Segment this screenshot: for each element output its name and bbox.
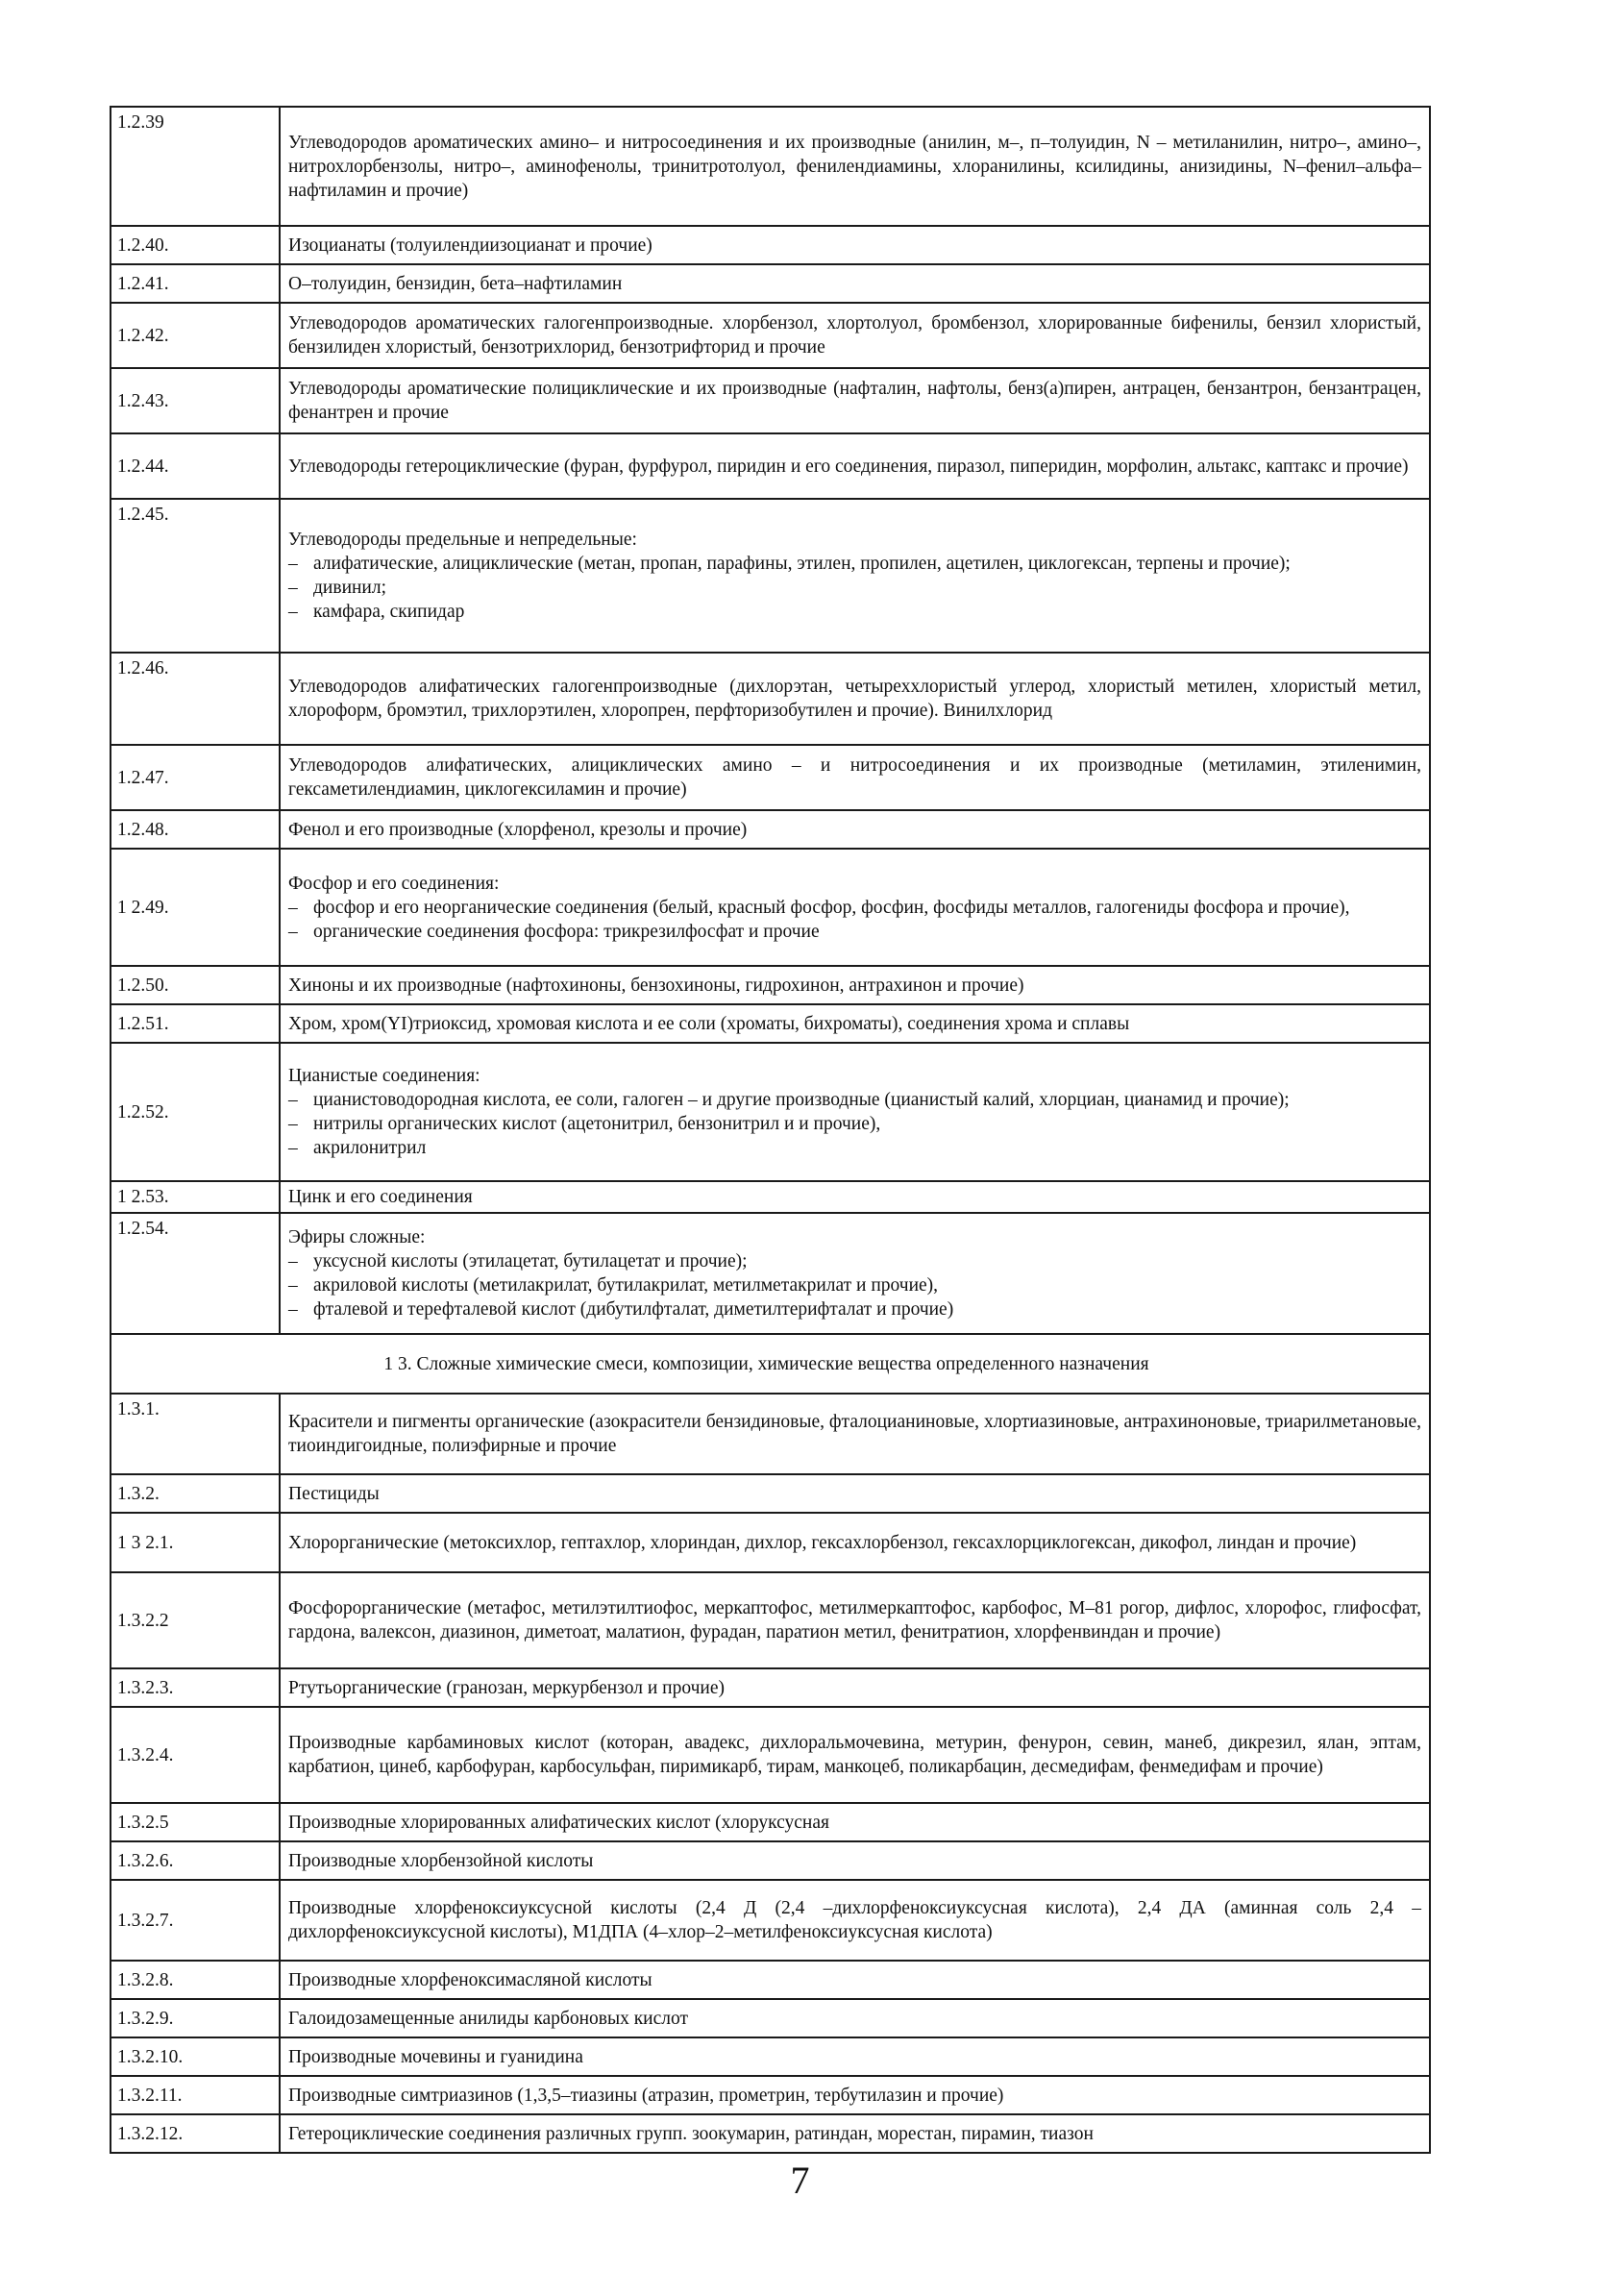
item-description [280, 966, 1430, 1004]
table-row [111, 1803, 1430, 1841]
item-text: Изоцианаты (толуилендиизоцианат и прочие) [288, 235, 652, 256]
table-row [111, 653, 1430, 745]
subitem [288, 920, 1421, 944]
dash-marker: – [288, 1299, 298, 1320]
dash-marker: – [288, 602, 298, 622]
item-description [280, 1668, 1430, 1707]
dash-marker: – [288, 897, 298, 918]
item-code: 1.2.51. [111, 1004, 280, 1043]
item-code: 1.2.50. [111, 966, 280, 1004]
subitem-text: камфара, скипидар [313, 602, 465, 622]
subitem [288, 1297, 1421, 1321]
table-row [111, 1999, 1430, 2037]
table-row [111, 107, 1430, 226]
item-description [280, 653, 1430, 745]
item-code: 1.2.44. [111, 433, 280, 499]
item-description [280, 1707, 1430, 1803]
item-description [280, 1181, 1430, 1213]
item-description [280, 2114, 1430, 2153]
item-code: 1.3.2.2 [111, 1572, 280, 1668]
item-text: Производные карбаминовых кислот (котоpан, авадекс, дихлоральмочевина, метурин, фенурон, севин, манеб, дикрезил, ялан, эптам, карбатион, цинеб, карбофуран, карбосульфан, пиримикарб, тирам, манкоцеб, поликарбацин, десмедифам, фенмедифам и прочие) [288, 1733, 1421, 1777]
item-text: Углеводороды гетероциклические (фуран, фурфурол, пиридин и его соединения, пиразол, пиперидин, морфолин, альтакс, каптакс и прочие) [288, 456, 1409, 477]
page-number: 7 [790, 2159, 810, 2202]
table-row [111, 1474, 1430, 1513]
item-description [280, 264, 1430, 303]
item-code: 1.2.48. [111, 810, 280, 849]
substances-table [110, 106, 1431, 2154]
table-row [111, 1668, 1430, 1707]
item-subitems [288, 552, 1421, 624]
item-code: 1.2.42. [111, 303, 280, 368]
item-code: 1 3 2.1. [111, 1513, 280, 1572]
item-text: Фосфор и его соединения: [288, 873, 500, 894]
item-text: Пестициды [288, 1483, 380, 1504]
table-row [111, 226, 1430, 264]
item-description [280, 226, 1430, 264]
dash-marker: – [288, 921, 298, 942]
item-code: 1.2.39 [111, 107, 280, 226]
item-code: 1.3.2.7. [111, 1880, 280, 1961]
item-description [280, 1394, 1430, 1474]
item-description [280, 1572, 1430, 1668]
section-row [111, 1334, 1430, 1394]
table-row [111, 1841, 1430, 1880]
dash-marker: – [288, 1090, 298, 1110]
item-text: Углеводородов алифатических, алициклических амино – и нитросоединения и их производные (метиламин, этиленимин, гексаметилендиамин, циклогексиламин и прочие) [288, 755, 1421, 800]
item-code: 1.3.2.8. [111, 1961, 280, 1999]
subitem-text: акрилонитрил [313, 1138, 427, 1158]
item-code: 1.3.2.9. [111, 1999, 280, 2037]
item-code: 1 2.53. [111, 1181, 280, 1213]
item-code: 1.2.54. [111, 1213, 280, 1334]
item-text: Углеводороды ароматические полициклические и их производные (нафталин, нафтолы, бенз(а)пирен, антрацен, бензантрон, бензантрацен, фенантрен и прочие [288, 379, 1421, 423]
item-text: Хиноны и их производные (нафтохиноны, бензохиноны, гидрохинон, антрахинон и прочие) [288, 975, 1024, 996]
dash-marker: – [288, 1251, 298, 1271]
table-row [111, 1880, 1430, 1961]
subitem-text: уксусной кислоты (этилацетат, бутилацетат и прочие); [313, 1251, 748, 1271]
table-row [111, 1394, 1430, 1474]
dash-marker: – [288, 554, 298, 574]
section-title: 1 3. Сложные химические смеси, композиции, химические вещества определенного назначения [111, 1334, 1430, 1394]
table-row [111, 810, 1430, 849]
item-subitems [288, 1088, 1421, 1160]
item-text: Производные хлорфеноксиуксусной кислоты (2,4 Д (2,4 –дихлорфеноксиуксусная кислота), 2,4 ДА (аминная соль 2,4 –дихлорфеноксиуксусной кислоты), М1ДПА (4–хлор–2–метилфеноксиуксусная кислота) [288, 1898, 1421, 1942]
item-text: Хром, хром(YI)триоксид, хромовая кислота и ее соли (хроматы, бихроматы), соединения хрома и сплавы [288, 1013, 1130, 1034]
table-row [111, 264, 1430, 303]
table-row [111, 303, 1430, 368]
item-description [280, 2037, 1430, 2076]
table-row [111, 1213, 1430, 1334]
item-code: 1.2.45. [111, 499, 280, 653]
subitem-text: нитрилы органических кислот (ацетонитрил, бензонитрил и и прочие), [313, 1114, 881, 1134]
item-text: Хлорорганические (метоксихлор, гептахлор, хлориндан, дихлор, гексахлорбензол, гексахлорциклогексан, дикофол, линдан и прочие) [288, 1532, 1357, 1553]
table-row [111, 2076, 1430, 2114]
subitem-text: цианистоводородная кислота, ее соли, галоген – и другие производные (цианистый калий, хлорциан, цианамид и прочие); [313, 1090, 1290, 1110]
dash-marker: – [288, 578, 298, 598]
table-row [111, 1513, 1430, 1572]
table-row [111, 849, 1430, 966]
item-code: 1.3.2.10. [111, 2037, 280, 2076]
item-description [280, 433, 1430, 499]
item-description [280, 107, 1430, 226]
item-description [280, 745, 1430, 810]
item-description [280, 810, 1430, 849]
item-text: Углеводородов алифатических галогенпроизводные (дихлорэтан, четыреххлористый углерод, хлористый метилен, хлористый метил, хлороформ, бромэтил, трихлорэтилен, хлоропрен, перфторизобутилен и прочие). Винилхлорид [288, 677, 1421, 721]
subitem [288, 1249, 1421, 1273]
subitem [288, 1112, 1421, 1136]
item-description [280, 1841, 1430, 1880]
item-text: Красители и пигменты органические (азокрасители бензидиновые, фталоцианиновые, хлортиазиновые, антрахиноновые, триарилметановые, тиоиндигоидные, полиэфирные и прочие [288, 1412, 1421, 1456]
item-text: Гетероциклические соединения различных групп. зоокумарин, ратиндан, морестан, пирамин, тиазон [288, 2123, 1094, 2144]
subitem-text: органические соединения фосфора: трикрезилфосфат и прочие [313, 921, 820, 942]
item-code: 1.2.43. [111, 368, 280, 433]
table-row [111, 499, 1430, 653]
table-row [111, 368, 1430, 433]
item-text: Фосфорорганические (метафос, метилэтилтиофос, меркаптофос, метилмеркаптофос, карбофос, М–81 рогор, дифлос, хлорофос, глифосфат, гардона, валексон, диазинон, диметоат, малатион, фурадан, паратион метил, фенитратион, хлорфенвиндан и прочие) [288, 1598, 1421, 1642]
table-row [111, 1181, 1430, 1213]
item-description [280, 1213, 1430, 1334]
item-text: Углеводородов ароматических галогенпроизводные. хлорбензол, хлортолуол, бромбензол, хлорированные бифенилы, бензил хлористый, бензилиден хлористый, бензотрихлорид, бензотрифторид и прочие [288, 313, 1421, 358]
item-code: 1.3.2.6. [111, 1841, 280, 1880]
item-text: Производные хлорфеноксимасляной кислоты [288, 1969, 652, 1990]
table-row [111, 966, 1430, 1004]
item-text: Ртутьорганические (гранозан, меркурбензол и прочие) [288, 1677, 725, 1698]
item-subitems [288, 1249, 1421, 1321]
item-description [280, 1961, 1430, 1999]
subitem-text: акриловой кислоты (метилакрилат, бутилакрилат, метилметакрилат и прочие), [313, 1275, 939, 1296]
item-description [280, 1880, 1430, 1961]
item-code: 1.2.41. [111, 264, 280, 303]
item-code: 1.2.40. [111, 226, 280, 264]
item-code: 1.2.52. [111, 1043, 280, 1181]
table-row [111, 1961, 1430, 1999]
item-description [280, 1513, 1430, 1572]
item-code: 1.3.2. [111, 1474, 280, 1513]
item-text: Эфиры сложные: [288, 1227, 426, 1247]
item-description [280, 1803, 1430, 1841]
item-subitems [288, 896, 1421, 944]
subitem [288, 600, 1421, 624]
item-description [280, 499, 1430, 653]
item-description [280, 368, 1430, 433]
subitem [288, 552, 1421, 576]
subitem [288, 576, 1421, 600]
dash-marker: – [288, 1275, 298, 1296]
item-text: Производные мочевины и гуанидина [288, 2046, 583, 2067]
item-code: 1.3.1. [111, 1394, 280, 1474]
table-row [111, 433, 1430, 499]
item-code: 1.3.2.12. [111, 2114, 280, 2153]
item-description [280, 1043, 1430, 1181]
subitem-text: алифатические, алициклические (метан, пропан, парафины, этилен, пропилен, ацетилен, циклогексан, терпены и прочие); [313, 554, 1291, 574]
table-body [111, 107, 1430, 2153]
item-description [280, 1999, 1430, 2037]
item-description [280, 2076, 1430, 2114]
subitem [288, 1273, 1421, 1297]
table-row [111, 1043, 1430, 1181]
table-row [111, 2114, 1430, 2153]
item-text: О–толуидин, бензидин, бета–нафтиламин [288, 273, 623, 294]
subitem-text: фталевой и терефталевой кислот (дибутилфталат, диметилтерифталат и прочие) [313, 1299, 954, 1320]
item-code: 1.3.2.11. [111, 2076, 280, 2114]
table-row [111, 1004, 1430, 1043]
item-description [280, 849, 1430, 966]
item-code: 1 2.49. [111, 849, 280, 966]
subitem [288, 1088, 1421, 1112]
subitem-text: дивинил; [313, 578, 387, 598]
item-code: 1.2.47. [111, 745, 280, 810]
item-code: 1.3.2.5 [111, 1803, 280, 1841]
item-code: 1.3.2.4. [111, 1707, 280, 1803]
item-description [280, 1474, 1430, 1513]
item-text: Углеводородов ароматических амино– и нитросоединения и их производные (анилин, м–, п–толуидин, N – метиланилин, нитро–, амино–, нитрохлорбензолы, нитро–, аминофенолы, тринитротолуол, фенилендиамины, хлоранилины, ксилидины, анизидины, N–фенил–альфа–нафтиламин и прочие) [288, 132, 1421, 201]
table-row [111, 2037, 1430, 2076]
item-code: 1.2.46. [111, 653, 280, 745]
item-code: 1.3.2.3. [111, 1668, 280, 1707]
item-text: Цианистые соединения: [288, 1066, 480, 1086]
table-row [111, 1572, 1430, 1668]
subitem [288, 1136, 1421, 1160]
dash-marker: – [288, 1114, 298, 1134]
subitem-text: фосфор и его неорганические соединения (белый, красный фосфор, фосфин, фосфиды металлов, галогениды фосфора и прочие), [313, 897, 1350, 918]
item-text: Производные хлорбензойной кислоты [288, 1850, 594, 1871]
dash-marker: – [288, 1138, 298, 1158]
item-text: Производные симтриазинов (1,3,5–тиазины (атразин, прометрин, тербутилазин и прочие) [288, 2085, 1004, 2106]
item-text: Цинк и его соединения [288, 1187, 473, 1207]
item-text: Производные хлорированных алифатических кислот (хлоруксусная [288, 1812, 829, 1833]
item-text: Углеводороды предельные и непредельные: [288, 530, 637, 550]
item-text: Галоидозамещенные анилиды карбоновых кислот [288, 2008, 689, 2029]
item-description [280, 303, 1430, 368]
table-row [111, 1707, 1430, 1803]
item-text: Фенол и его производные (хлорфенол, крезолы и прочие) [288, 819, 748, 840]
item-description [280, 1004, 1430, 1043]
subitem [288, 896, 1421, 920]
table-row [111, 745, 1430, 810]
